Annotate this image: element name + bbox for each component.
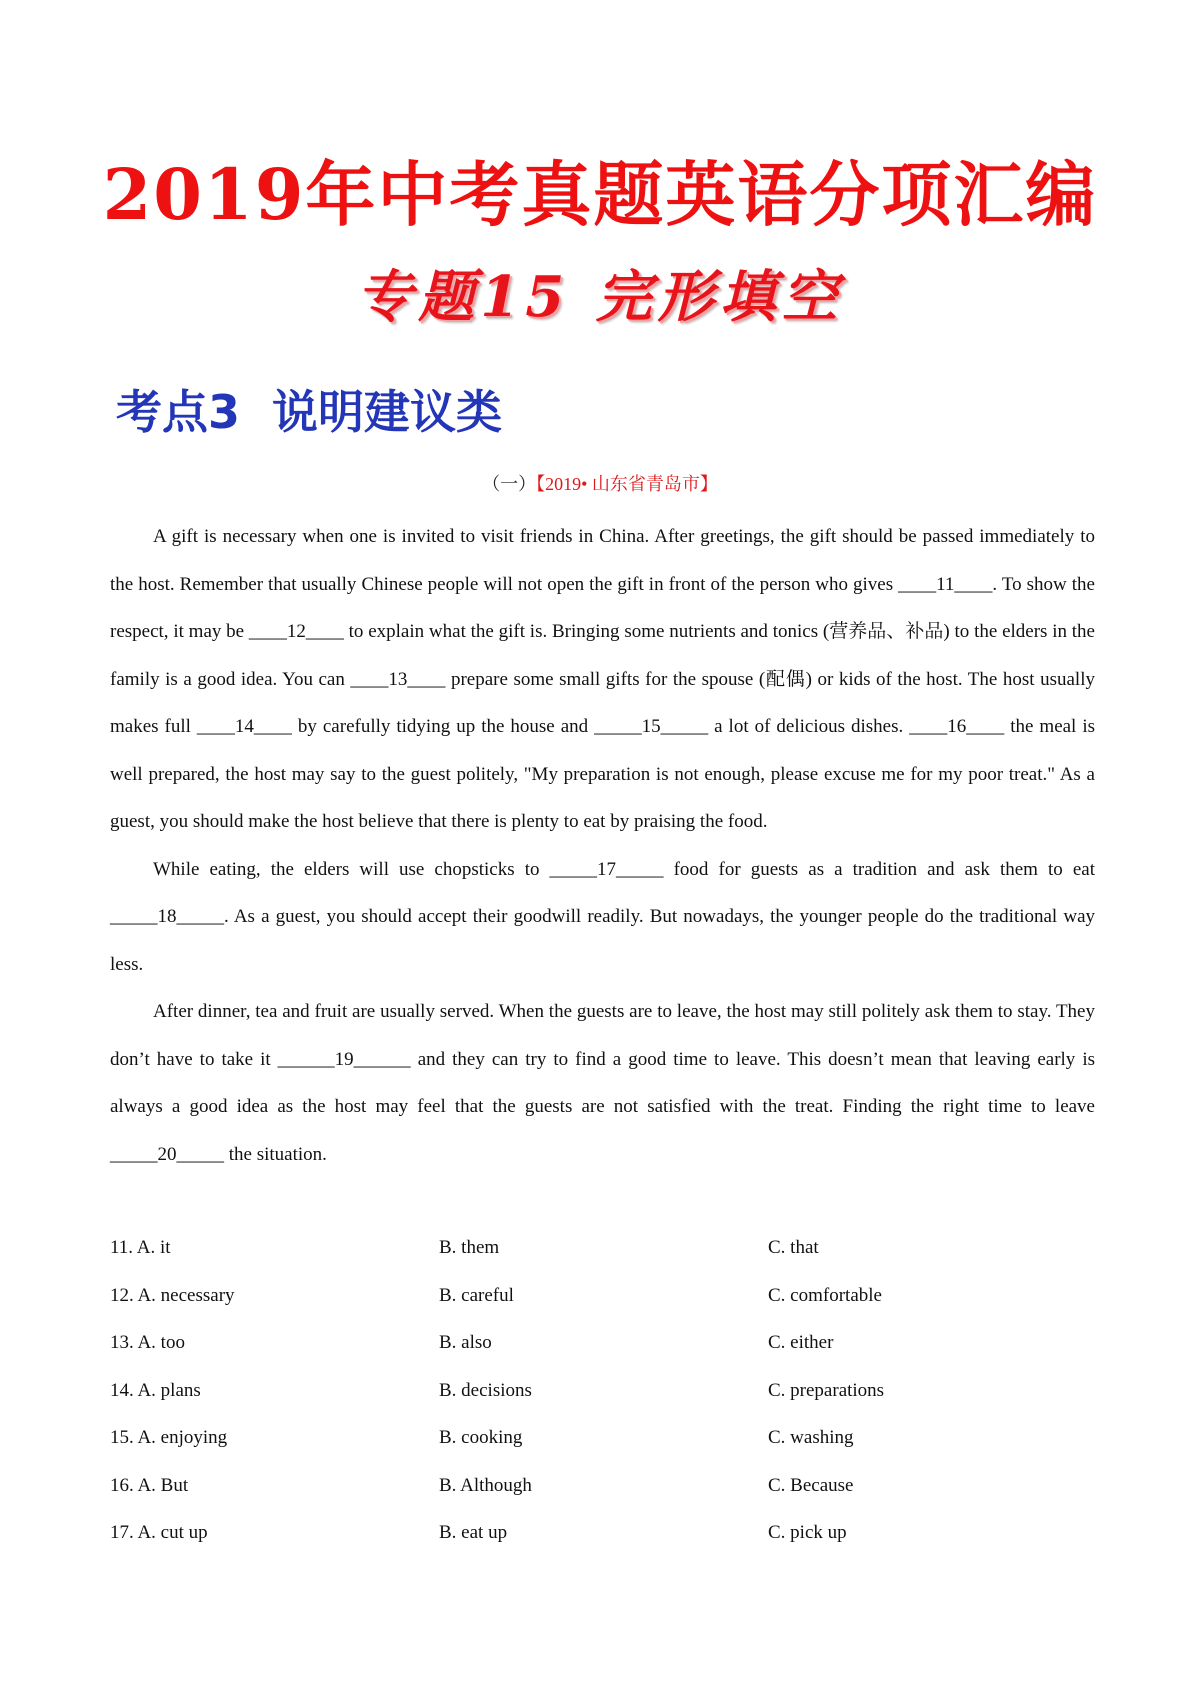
- option-row-17: [110, 1509, 1095, 1557]
- passage-paragraph-3: After dinner, tea and fruit are usually served. When the guests are to leave, the host may still politely ask them to stay. They don’t have to take it ______19______ and they can try to find a good time to leave. This doesn’t mean that leaving early is always a good idea as the host may feel that the guests are not satisfied with the treat. Finding the right time to leave _____20_____ the situation.: [110, 1001, 1095, 1165]
- option-c: C. comfortable: [768, 1284, 882, 1306]
- option-a: 14. A. plans: [110, 1379, 201, 1401]
- option-c: C. pick up: [768, 1522, 847, 1543]
- option-b: B. decisions: [439, 1379, 532, 1401]
- option-row-14: [110, 1367, 1095, 1415]
- option-c: C. preparations: [768, 1379, 885, 1401]
- document-title: 2019年中考真题英语分项汇编: [102, 153, 1098, 236]
- option-row-15: [110, 1414, 1095, 1462]
- source-line: [0, 470, 1200, 498]
- source-number: （一）: [482, 474, 537, 494]
- source-label: 【2019• 山东省青岛市】: [536, 474, 718, 494]
- option-c: C. that: [768, 1237, 819, 1258]
- option-row-16: [110, 1462, 1095, 1510]
- reading-passage: [110, 513, 1095, 1178]
- option-a: 12. A. necessary: [110, 1284, 235, 1306]
- option-a: 15. A. enjoying: [110, 1427, 228, 1448]
- option-row-12: [110, 1272, 1095, 1320]
- option-a: 17. A. cut up: [110, 1522, 208, 1543]
- option-b: B. them: [439, 1237, 500, 1258]
- option-c: C. Because: [768, 1474, 854, 1496]
- option-c: C. either: [768, 1332, 834, 1353]
- option-row-13: [110, 1319, 1095, 1367]
- option-b: B. cooking: [439, 1427, 523, 1448]
- option-b: B. eat up: [439, 1522, 508, 1543]
- option-row-11: [110, 1224, 1095, 1272]
- document-subtitle: 专题15 完形填空: [356, 264, 844, 330]
- option-a: 16. A. But: [110, 1474, 189, 1496]
- passage-paragraph-2: While eating, the elders will use chopsticks to _____17_____ food for guests as a tradition and ask them to eat _____18_____. As a guest, you should accept their goodwill readily. But nowadays, the younger people do the traditional way less.: [110, 858, 1095, 975]
- option-c: C. washing: [768, 1427, 854, 1448]
- option-b: B. Although: [439, 1474, 532, 1496]
- option-a: 13. A. too: [110, 1332, 185, 1353]
- option-a: 11. A. it: [110, 1237, 171, 1258]
- section-heading: 考点3 说明建议类: [116, 385, 503, 439]
- passage-paragraph-1: A gift is necessary when one is invited to visit friends in China. After greetings, the gift should be passed immediately to the host. Remember that usually Chinese people will not open the gift in front of the person who gives ____11____. To show the respect, it may be ____12____ to explain what the gift is. Bringing some nutrients and tonics (营养品、补品) to the elders in the family is a good idea. You can ____13____ prepare some small gifts for the spouse (配偶) or kids of the host. The host usually makes full ____14____ by carefully tidying up the house and _____15_____ a lot of delicious dishes. ____16____ the meal is well prepared, the host may say to the guest politely, "My preparation is not enough, please excuse me for my poor treat." As a guest, you should make the host believe that there is plenty to eat by praising the food.: [110, 526, 1095, 832]
- option-b: B. also: [439, 1332, 492, 1353]
- option-b: B. careful: [439, 1284, 514, 1306]
- answer-options: [110, 1224, 1095, 1557]
